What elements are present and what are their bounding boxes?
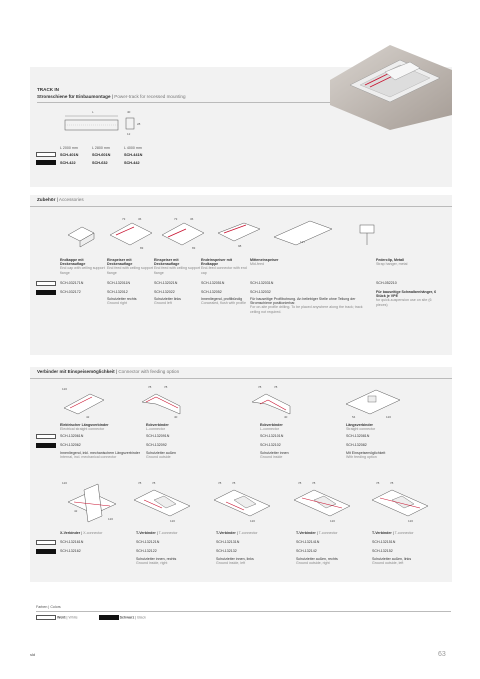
black-swatch: [36, 290, 56, 295]
straight-electrical-drawing: [62, 387, 104, 419]
code-white: SCH-132021N: [154, 281, 178, 285]
brand-logo: sld: [30, 653, 36, 657]
track-product-photo: [330, 40, 452, 130]
code-white: SCH-132101N: [260, 434, 284, 438]
code-black: SCH-132122: [136, 549, 157, 553]
connector-row1-drawings: [60, 382, 440, 422]
code-black: SCH-132092: [146, 443, 167, 447]
svg-text:78: 78: [312, 481, 316, 485]
svg-text:73: 73: [174, 217, 178, 221]
connector-3: Eckverbinder L-connector: [260, 423, 283, 432]
svg-text:83: 83: [140, 246, 144, 250]
t-connector-3-drawing: [294, 481, 350, 523]
connectors-header: Verbinder mit Einspeisemöglichkeit | Connector with feeding option: [30, 367, 452, 379]
connector-1-note: Innenliegend, inkl. mechanischem Längsverbinder Internal, incl. mechanical connector: [60, 451, 140, 460]
code-white: SCH-132061N: [60, 434, 84, 438]
code-black: SCH-132142: [296, 549, 317, 553]
code-black: SCH-032172: [60, 290, 81, 294]
code-black: SCH-132082: [346, 443, 367, 447]
straight-connector-drawing: [346, 390, 400, 419]
t-connector-1-drawing: [134, 481, 190, 523]
svg-text:78: 78: [376, 481, 380, 485]
svg-text:120: 120: [386, 415, 392, 419]
colors-title: Farben | Colors: [36, 605, 451, 612]
code-white: SCH-132031N: [250, 281, 274, 285]
accessory-5: Mitteneinspeiser Mid-feed: [250, 258, 279, 267]
white-swatch: [36, 540, 56, 545]
svg-text:78: 78: [258, 385, 262, 389]
connector-5: X-Verbinder | X-connector: [60, 531, 103, 535]
connector-3-note: Schutzleiter innen Ground inside: [260, 451, 289, 460]
code-white: SCH-132011N: [107, 281, 131, 285]
svg-text:120: 120: [250, 519, 256, 523]
end-feed-left-drawing: [162, 217, 204, 250]
white-swatch: [36, 434, 56, 439]
accessory-6-note: Für bauseitige Schwalbenhänger, 6 Stück je VPE for quick-suspension use on site (6 pieces): [376, 290, 437, 307]
svg-text:127: 127: [300, 240, 306, 244]
connector-7: T-Verbinder | T-connector: [216, 531, 258, 535]
end-feed-right-drawing: [110, 217, 152, 250]
code-white: SCH-132081N: [346, 434, 370, 438]
accessory-drawings: [60, 215, 440, 255]
svg-text:78: 78: [164, 385, 168, 389]
t-connector-2-drawing: [214, 481, 270, 523]
colors-legend: [36, 605, 451, 620]
code-black: SCH-132062: [60, 443, 81, 447]
track-title: Stromschiene für Einbaumontage | Power-track for recessed mounting: [37, 94, 186, 99]
code-white: SCH-132121N: [136, 540, 160, 544]
code-white: SCH-132091N: [146, 434, 170, 438]
code-black: SCH-132052: [201, 290, 222, 294]
svg-text:73: 73: [122, 217, 126, 221]
svg-text:98: 98: [238, 244, 242, 248]
code-white: SCH-052210: [376, 281, 397, 285]
track-label: TRACK IN: [37, 87, 59, 92]
dim-w2: 12: [127, 132, 131, 136]
track-lengths: L 2000 mm L 2800 mm L 4000 mm: [60, 146, 142, 150]
code-black: SCH-132132: [216, 549, 237, 553]
track-black-codes: SCH-422 SCH-632 SCH-442: [36, 160, 156, 165]
svg-text:40: 40: [284, 415, 288, 419]
svg-text:120: 120: [408, 519, 414, 523]
connector-8-note: Schutzleiter außen, rechts Ground outside, right: [296, 557, 338, 566]
svg-text:120: 120: [62, 387, 68, 391]
code-black: SCH-132102: [260, 443, 281, 447]
svg-text:78: 78: [298, 481, 302, 485]
mid-feed-drawing: [274, 221, 332, 245]
connector-2: Eckverbinder L-connector: [146, 423, 169, 432]
code-white: SCH-032171N: [60, 281, 84, 285]
connector-7-note: Schutzleiter innen, links Ground inside, left: [216, 557, 254, 566]
code-white: SCH-132051N: [201, 281, 225, 285]
black-swatch: [36, 443, 56, 448]
connector-6-note: Schutzleiter innen, rechts Ground inside, right: [136, 557, 177, 566]
strap-hanger-drawing: [360, 225, 374, 245]
svg-text:78: 78: [274, 385, 278, 389]
connector-2-note: Schutzleiter außen Ground outside: [146, 451, 176, 460]
track-white-codes: SCH-401N SCH-601N SCH-441N: [36, 152, 156, 157]
track-profile-drawing: [60, 108, 160, 138]
svg-text:78: 78: [148, 385, 152, 389]
code-white: SCH-132141N: [296, 540, 320, 544]
svg-text:83: 83: [192, 246, 196, 250]
code-black: SCH-132162: [60, 549, 81, 553]
t-connector-4-drawing: [372, 481, 428, 523]
code-black: SCH-132152: [372, 549, 393, 553]
svg-text:36: 36: [190, 217, 194, 221]
connector-9: T-Verbinder | T-connector: [372, 531, 414, 535]
svg-text:78: 78: [232, 481, 236, 485]
svg-text:54: 54: [352, 415, 356, 419]
accessory-5-note: Für bauseitige Profilbohrung. An beliebiger Stelle ohne Teilung der Stromschiene positionierbar. For on-site profile drilling. To be placed anywhere along the track; track ceiling not required.: [250, 297, 363, 314]
code-white: SCH-132151N: [372, 540, 396, 544]
black-swatch: [36, 549, 56, 554]
svg-text:120: 120: [108, 517, 114, 521]
dim-l: L: [92, 110, 94, 114]
dim-h1: 28: [137, 122, 141, 126]
svg-text:78: 78: [152, 481, 156, 485]
color-black: Schwarz | Black: [99, 615, 146, 620]
connector-6: T-Verbinder | T-connector: [136, 531, 178, 535]
end-cap-drawing: [68, 227, 94, 247]
code-black: SCH-132012: [107, 290, 128, 294]
connector-4-note: Mit Einspeisemöglichkeit With feeding option: [346, 451, 386, 460]
black-swatch: [99, 615, 119, 620]
connector-9-note: Schutzleiter außen, links Ground outside, left: [372, 557, 412, 566]
color-white: Weiß | White: [36, 615, 78, 620]
accessory-2-note: Schutzleiter rechts Ground right: [107, 297, 137, 306]
accessory-4: Endeinspeiser mit Endkappe End-feed connector with end cap: [201, 258, 247, 275]
white-swatch: [36, 152, 56, 157]
accessory-3-note: Schutzleiter links Ground left: [154, 297, 181, 306]
svg-text:36: 36: [138, 217, 142, 221]
svg-text:78: 78: [218, 481, 222, 485]
accessory-4-note: Innenliegend, profilbündig Concealed, flush with profile: [201, 297, 246, 306]
page-number: 63: [438, 651, 446, 658]
connector-8: T-Verbinder | T-connector: [296, 531, 338, 535]
accessory-6: Federclip, Metall Strap hanger, metal: [376, 258, 408, 267]
svg-text:42: 42: [86, 415, 90, 419]
svg-text:120: 120: [62, 481, 68, 485]
svg-text:42: 42: [74, 509, 78, 513]
connector-4: Längsverbinder Straight connector: [346, 423, 376, 432]
code-white: SCH-132161N: [60, 540, 84, 544]
l-connector-out-drawing: [142, 385, 180, 419]
code-white: SCH-132131N: [216, 540, 240, 544]
accessory-1: Endkappe mit Deckenauflage End cap with ceiling support flange: [60, 258, 105, 275]
connector-row2-drawings: [60, 478, 445, 526]
accessory-3: Einspeiser mit Deckenauflage End feed with ceiling support flange: [154, 258, 200, 275]
white-swatch: [36, 615, 56, 620]
code-black: SCH-132032: [250, 290, 271, 294]
connector-1: Elektrischer Längsverbinder Electrical straight connector: [60, 423, 109, 432]
l-connector-in-drawing: [252, 385, 290, 419]
svg-text:120: 120: [170, 519, 176, 523]
accessories-header: Zubehör | Accessories: [30, 195, 452, 207]
svg-text:40: 40: [174, 415, 178, 419]
accessory-2: Einspeiser mit Deckenauflage End feed with ceiling support flange: [107, 258, 153, 275]
x-connector-drawing: [62, 481, 116, 522]
svg-text:78: 78: [390, 481, 394, 485]
black-swatch: [36, 160, 56, 165]
white-swatch: [36, 281, 56, 286]
svg-text:120: 120: [330, 519, 336, 523]
code-black: SCH-132022: [154, 290, 175, 294]
svg-text:78: 78: [138, 481, 142, 485]
end-feed-cap-drawing: [218, 223, 260, 248]
dim-w1: 40: [127, 110, 131, 114]
